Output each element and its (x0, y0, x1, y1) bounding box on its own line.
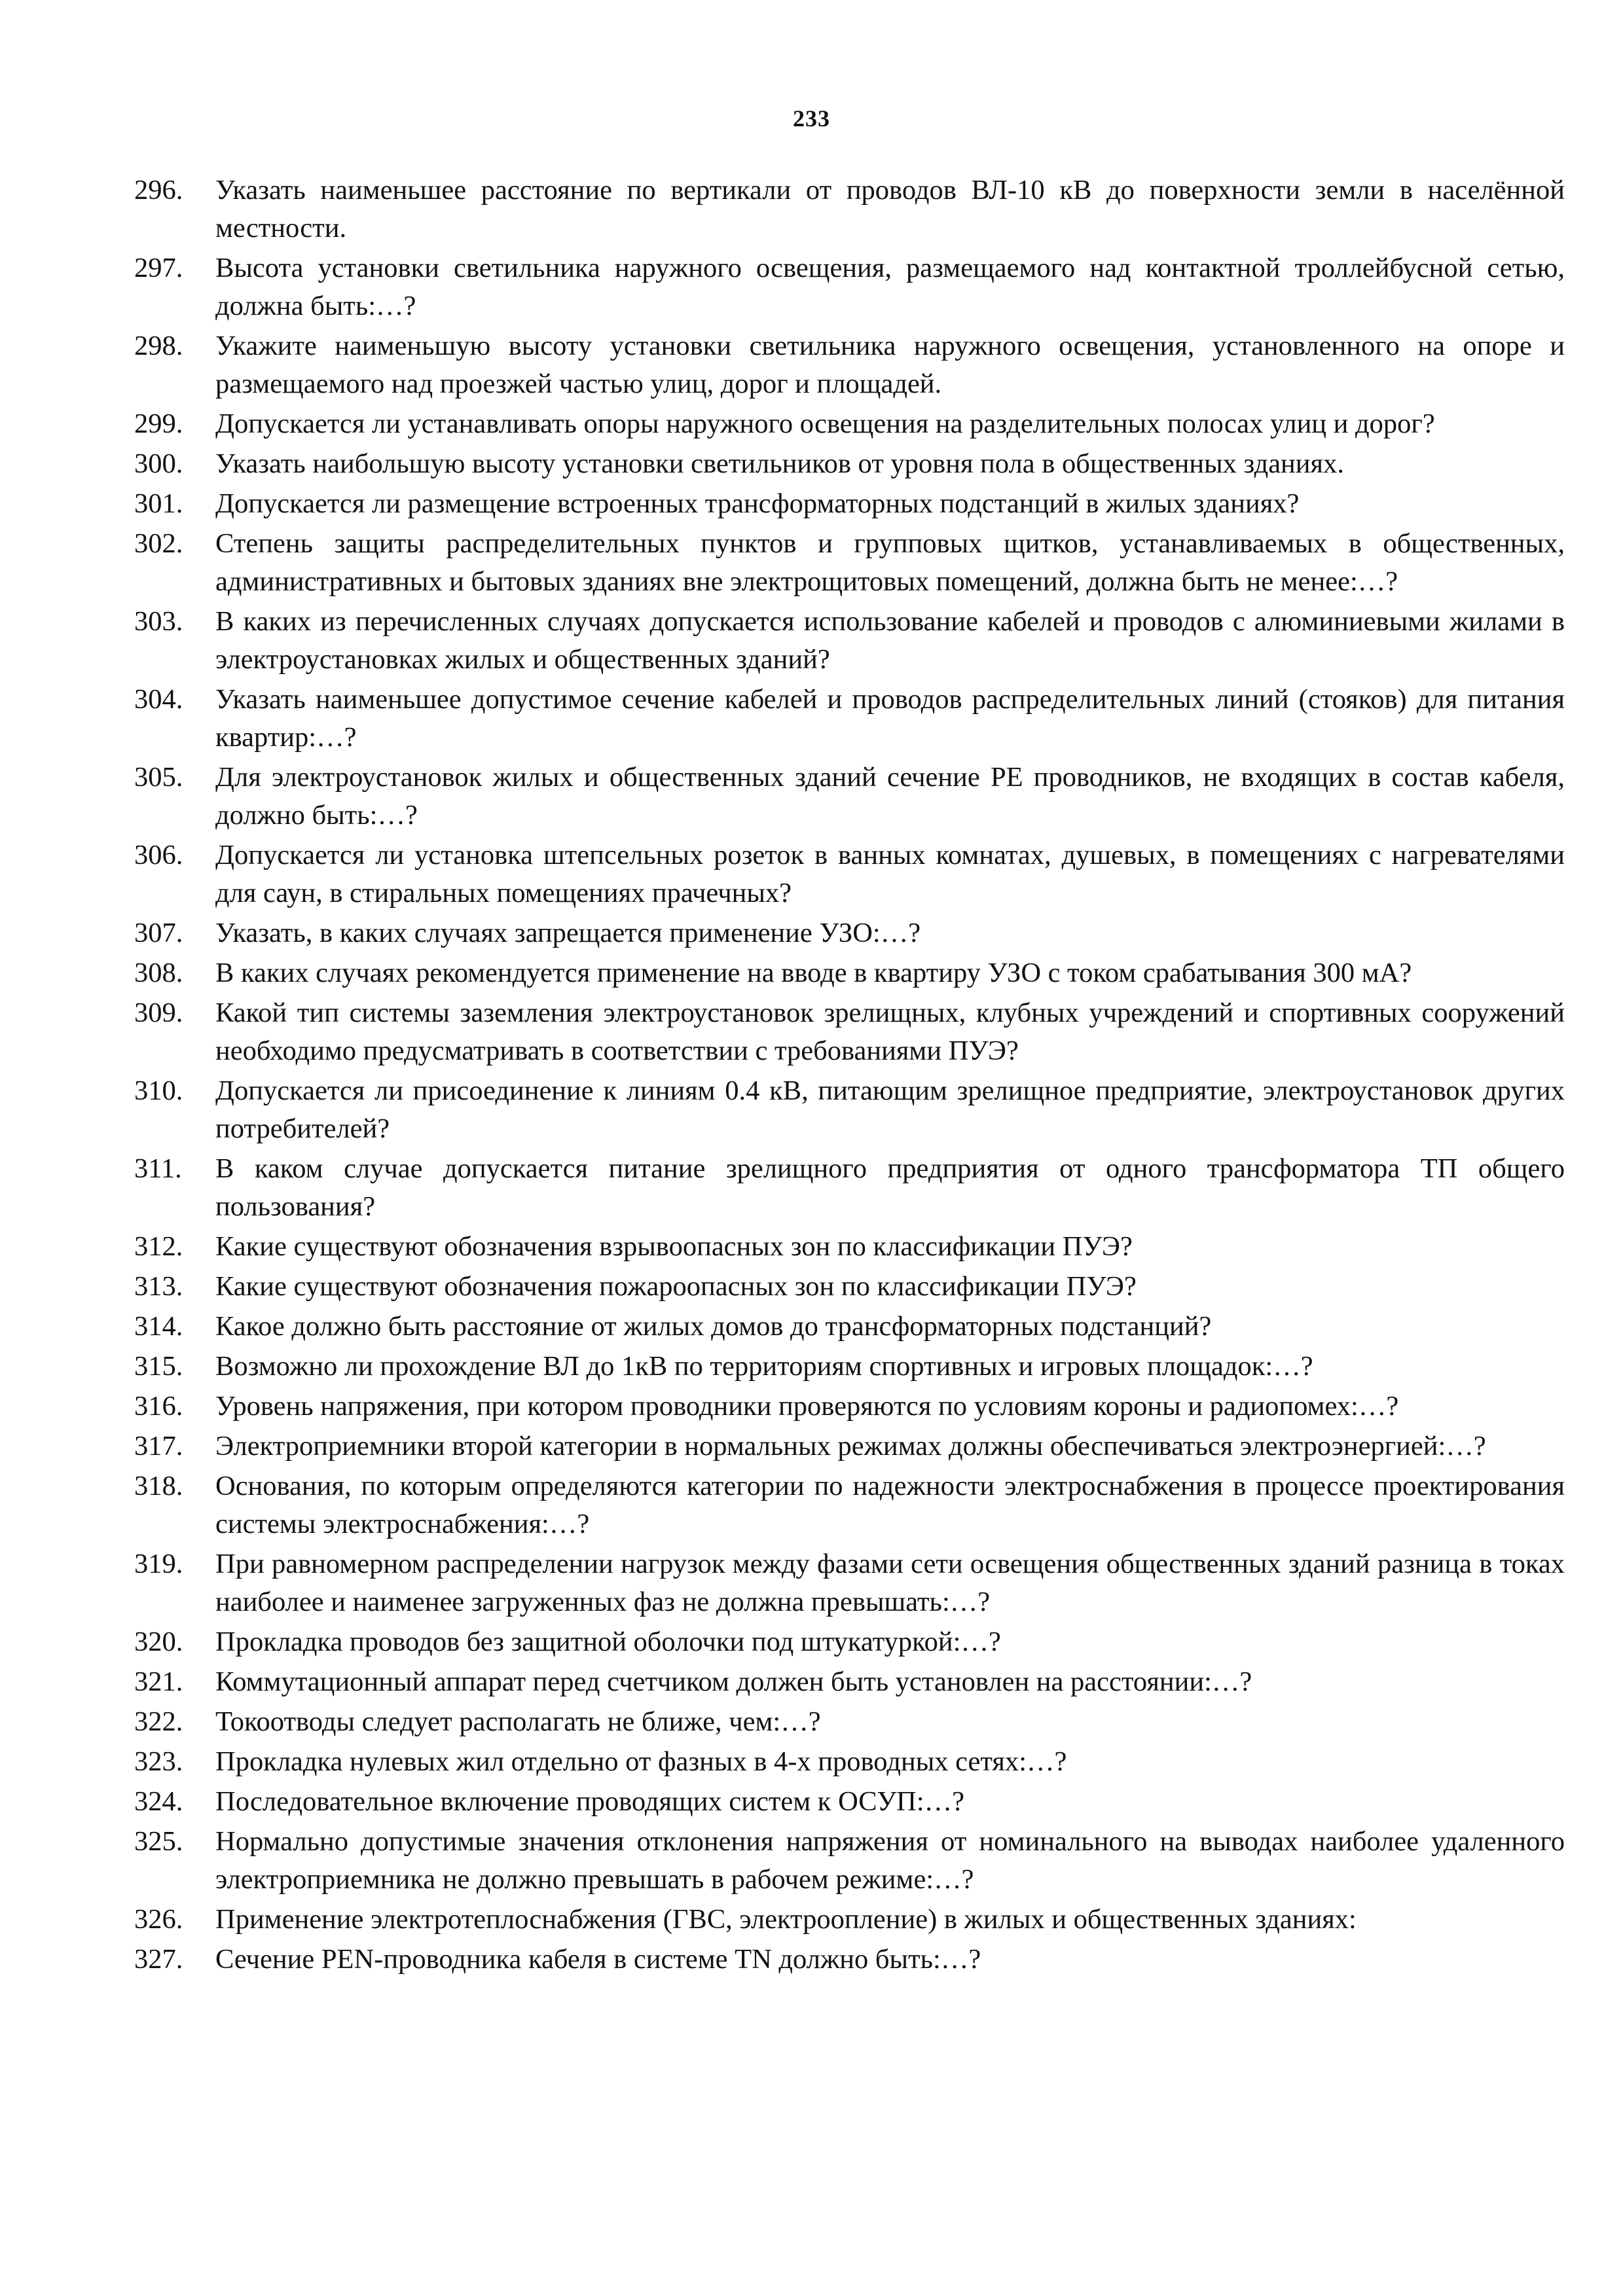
question-item (134, 954, 1565, 992)
question-number: 315. (134, 1351, 183, 1382)
question-number: 301. (134, 488, 183, 519)
question-text: Высота установки светильника наружного освещения, размещаемого над контактной троллейбусной сетью, должна быть:…? (215, 253, 1565, 321)
question-item (134, 1941, 1565, 1979)
question-number: 318. (134, 1471, 183, 1501)
question-item (134, 1150, 1565, 1226)
question-text: В каком случае допускается питание зрелищного предприятия от одного трансформатора ТП общего пользования? (215, 1153, 1565, 1222)
question-text: Основания, по которым определяются категории по надежности электроснабжения в процессе проектирования системы электроснабжения:…? (215, 1471, 1565, 1539)
question-text: Сечение PEN-проводника кабеля в системе TN должно быть:…? (215, 1944, 981, 1975)
question-text: В каких случаях рекомендуется применение на вводе в квартиру УЗО с током срабатывания 300 мА? (215, 958, 1412, 988)
question-item (134, 836, 1565, 912)
question-text: Прокладка проводов без защитной оболочки под штукатуркой:…? (215, 1626, 1001, 1657)
question-text: Степень защиты распределительных пунктов и групповых щитков, устанавливаемых в общественных, административных и бытовых зданиях вне электрощитовых помещений, должна быть не менее:…? (215, 528, 1565, 597)
question-number: 319. (134, 1549, 183, 1579)
question-number: 324. (134, 1786, 183, 1817)
question-item (134, 1783, 1565, 1821)
question-item (134, 994, 1565, 1070)
question-number: 303. (134, 606, 183, 637)
question-number: 320. (134, 1626, 183, 1657)
question-item (134, 681, 1565, 757)
question-text: Коммутационный аппарат перед счетчиком должен быть установлен на расстоянии:…? (215, 1666, 1252, 1697)
question-item (134, 525, 1565, 601)
question-item (134, 327, 1565, 403)
question-item (134, 1388, 1565, 1426)
question-text: Применение электротеплоснабжения (ГВС, электроопление) в жилых и общественных зданиях: (215, 1904, 1357, 1935)
question-text: Прокладка нулевых жил отдельно от фазных в 4-х проводных сетях:…? (215, 1746, 1067, 1777)
question-number: 321. (134, 1666, 183, 1697)
question-number: 296. (134, 175, 183, 206)
question-item (134, 1545, 1565, 1621)
question-text: Допускается ли присоединение к линиям 0.4 кВ, питающим зрелищное предприятие, электроустановок других потребителей? (215, 1075, 1565, 1144)
question-number: 302. (134, 528, 183, 559)
question-number: 312. (134, 1231, 183, 1262)
question-item (134, 914, 1565, 952)
question-number: 297. (134, 253, 183, 283)
question-item (134, 1823, 1565, 1899)
question-list (134, 171, 1565, 1981)
question-number: 322. (134, 1706, 183, 1737)
question-text: Какие существуют обозначения взрывоопасных зон по классификации ПУЭ? (215, 1231, 1133, 1262)
question-number: 308. (134, 958, 183, 988)
question-text: Уровень напряжения, при котором проводники проверяются по условиям короны и радиопомех:…? (215, 1391, 1399, 1422)
question-item (134, 1703, 1565, 1741)
question-number: 317. (134, 1431, 183, 1462)
question-number: 311. (134, 1153, 182, 1184)
question-number: 314. (134, 1311, 183, 1342)
question-text: Допускается ли устанавливать опоры наружного освещения на разделительных полосах улиц и дорог? (215, 408, 1435, 439)
question-text: Возможно ли прохождение ВЛ до 1кВ по территориям спортивных и игровых площадок:…? (215, 1351, 1313, 1382)
question-number: 326. (134, 1904, 183, 1935)
question-text: Нормально допустимые значения отклонения напряжения от номинального на выводах наиболее удаленного электроприемника не должно превышать в рабочем режиме:…? (215, 1826, 1565, 1895)
question-text: Электроприемники второй категории в нормальных режимах должны обеспечиваться электроэнергией:…? (215, 1431, 1486, 1462)
question-item (134, 405, 1565, 443)
question-number: 327. (134, 1944, 183, 1975)
question-text: Для электроустановок жилых и общественных зданий сечение РЕ проводников, не входящих в состав кабеля, должно быть:…? (215, 762, 1565, 831)
question-number: 323. (134, 1746, 183, 1777)
question-text: Какой тип системы заземления электроустановок зрелищных, клубных учреждений и спортивных сооружений необходимо предусматривать в соответствии с требованиями ПУЭ? (215, 997, 1565, 1066)
question-item (134, 445, 1565, 483)
question-text: Указать наименьшее допустимое сечение кабелей и проводов распределительных линий (стояков) для питания квартир:…? (215, 684, 1565, 753)
question-number: 309. (134, 997, 183, 1028)
question-item (134, 1901, 1565, 1939)
question-text: Какие существуют обозначения пожароопасных зон по классификации ПУЭ? (215, 1271, 1137, 1302)
question-number: 313. (134, 1271, 183, 1302)
question-item (134, 1427, 1565, 1465)
question-item (134, 1743, 1565, 1781)
question-item (134, 1663, 1565, 1701)
question-item (134, 1623, 1565, 1661)
question-item (134, 1308, 1565, 1346)
page-number: 233 (793, 105, 830, 132)
question-number: 299. (134, 408, 183, 439)
question-text: Указать наименьшее расстояние по вертикали от проводов ВЛ-10 кВ до поверхности земли в населённой местности. (215, 175, 1565, 243)
question-item (134, 603, 1565, 679)
question-number: 305. (134, 762, 183, 793)
question-text: При равномерном распределении нагрузок между фазами сети освещения общественных зданий разница в токах наиболее и наименее загруженных фаз не должна превышать:…? (215, 1549, 1565, 1617)
question-text: Указать, в каких случаях запрещается применение УЗО:…? (215, 918, 921, 948)
question-item (134, 249, 1565, 325)
question-item (134, 759, 1565, 834)
question-text: В каких из перечисленных случаях допускается использование кабелей и проводов с алюминиевыми жилами в электроустановках жилых и общественных зданий? (215, 606, 1565, 675)
question-item (134, 1072, 1565, 1148)
question-text: Укажите наименьшую высоту установки светильника наружного освещения, установленного на опоре и размещаемого над проезжей частью улиц, дорог и площадей. (215, 331, 1565, 399)
question-item (134, 1348, 1565, 1386)
question-number: 325. (134, 1826, 183, 1857)
question-item (134, 1467, 1565, 1543)
question-text: Указать наибольшую высоту установки светильников от уровня пола в общественных зданиях. (215, 448, 1344, 479)
question-number: 306. (134, 840, 183, 870)
question-number: 316. (134, 1391, 183, 1422)
question-item (134, 1228, 1565, 1266)
question-item (134, 171, 1565, 247)
question-number: 298. (134, 331, 183, 361)
question-text: Токоотводы следует располагать не ближе, чем:…? (215, 1706, 821, 1737)
question-text: Какое должно быть расстояние от жилых домов до трансформаторных подстанций? (215, 1311, 1212, 1342)
question-number: 310. (134, 1075, 183, 1106)
question-text: Допускается ли размещение встроенных трансформаторных подстанций в жилых зданиях? (215, 488, 1300, 519)
question-number: 300. (134, 448, 183, 479)
question-text: Допускается ли установка штепсельных розеток в ванных комнатах, душевых, в помещениях с нагревателями для саун, в стиральных помещениях прачечных? (215, 840, 1565, 908)
question-number: 304. (134, 684, 183, 715)
question-number: 307. (134, 918, 183, 948)
question-item (134, 1268, 1565, 1306)
question-item (134, 485, 1565, 523)
question-text: Последовательное включение проводящих систем к ОСУП:…? (215, 1786, 965, 1817)
